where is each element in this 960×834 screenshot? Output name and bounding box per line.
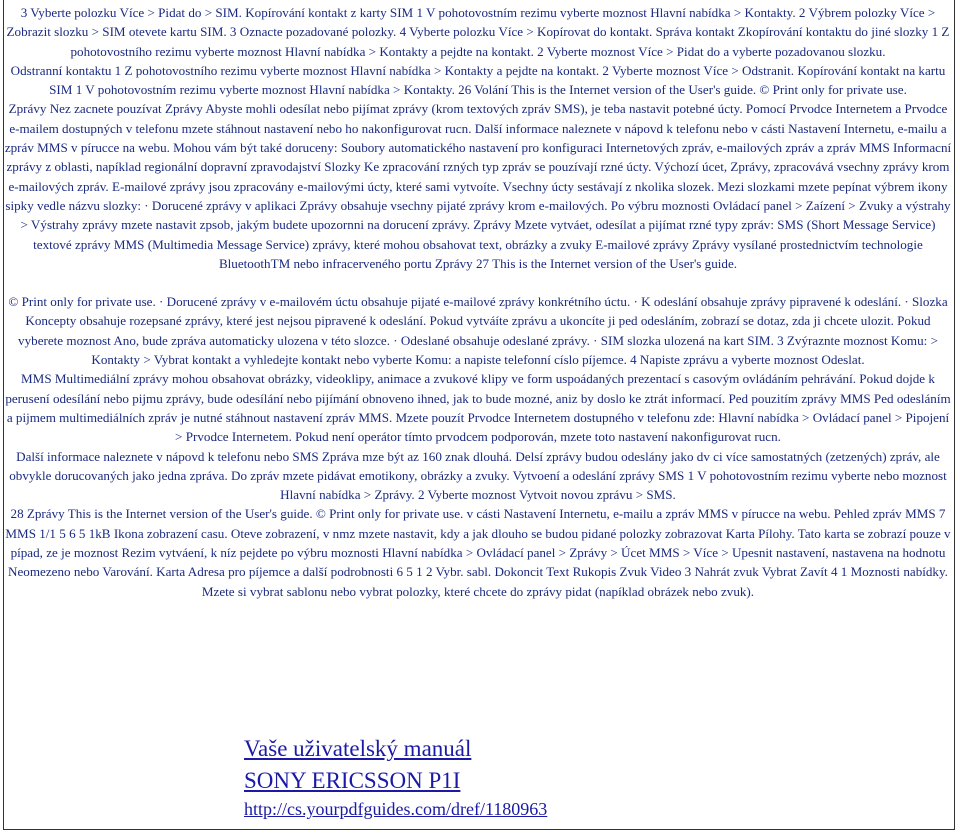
paragraph-messaging-intro: Zprávy Nez zacnete pouzívat Zprávy Abyste mohli odesílat nebo pijímat zprávy (krom textových zpráv SMS), je teba nastavit potebné úcty. Pomocí Prvodce Internetem a Prvodce e-mailem dostupných v telefonu mzete stáhnout nastavení nebo ho nakonfigurovat rucn. Další informace naleznete v nápovd k telefonu nebo v cásti Nastavení Internetu, e-mailu a zpráv MMS v pírucce na webu. Mohou vám být také doruceny: Soubory automatického nastavení pro konfiguraci Internetových zpráv, e-mailových zpráv a zpráv MMS Informacní zprávy z oblasti, napíklad regionální dopravní zpravodajství Slozky Ke zpracování rzných typ zpráv se pouzívají rzné úcty. Výchozí úcet, Zprávy, zpracovává vsechny zprávy krom e-mailových zpráv. E-mailové zprávy jsou zpracovány e-mailovými úcty, které sami vytvoíte. Vsechny úcty sestávají z nkolika slozek. Mezi slozkami mzete pepínat výbrem ikony sipky vedle názvu slozky: · Dorucené zprávy v aplikaci Zprávy obsahuje vsechny pijaté zprávy krom e-mailových. Po výbru moznosti Ovládací panel > Zaízení > Zvuky a výstrahy > Výstrahy zprávy mzete nastavit zpsob, jakým budete upozornni na dorucení zprávy. Zprávy Mzete vytváet, odesílat a pijímat rzné typy zpráv: SMS (Short Message Service) textové zprávy MMS (Multimedia Message Service) zprávy, které mohou obsahovat text, obrázky a zvuky E-mailové zprávy Zprávy vysílané prostednictvím technologie BluetoothTM nebo infracerveného portu Zprávy 27 This is the Internet version of the User's guide.	[4, 101, 952, 271]
paragraph-sms: Další informace naleznete v nápovd k telefonu nebo SMS Zpráva mze být az 160 znak dlouhá. Delsí zprávy budou odeslány jako dv ci více samostatných (zetzených) zpráv, ale obvykle dorucovaných jako jedna zpráva. Do zpráv mzete pidávat emotikony, obrázky a zvuky. Vytvoení a odeslání zprávy SMS 1 V pohotovostním rezimu vyberte nebo moznost Hlavní nabídka > Zprávy. 2 Vyberte moznost Vytvoit novou zprávu > SMS.	[9, 448, 947, 503]
url-link[interactable]: http://cs.yourpdfguides.com/dref/1180963	[244, 799, 548, 819]
paragraph-spacer	[4, 273, 952, 292]
paragraph-delete-contact: Odstranní kontaktu 1 Z pohotovostního rezimu vyberte moznost Hlavní nabídka > Kontakty a pejdte na kontakt. 2 Vyberte moznost Více > Odstranit. Kopírování kontakt na kartu SIM 1 V pohotovostním rezimu vyberte moznost Hlavní nabídka > Kontakty. 26 Volání This is the Internet version of the User's guide. © Print only for private use.	[10, 62, 946, 98]
paragraph-contacts-sim: 3 Vyberte polozku Více > Pidat do > SIM. Kopírování kontakt z karty SIM 1 V pohotovostním rezimu vyberte moznost Hlavní nabídka > Kontakty. 2 Výbrem polozky Více > Zobrazit slozku > SIM otevete kartu SIM. 3 Oznacte pozadované polozky. 4 Vyberte polozku Více > Kopírovat do kontakt. Správa kontakt Zkopírování kontaktu do jiné slozky 1 Z pohotovostního rezimu vyberte moznost Hlavní nabídka > Kontakty a pejdte na kontakt. 2 Vyberte moznost Více > Pidat do a vyberte pozadovanou slozku.	[6, 5, 950, 59]
manual-link[interactable]: Vaše uživatelský manuál	[244, 736, 472, 761]
paragraph-folders: © Print only for private use. · Dorucené zprávy v e-mailovém úctu obsahuje pijaté e-mailové zprávy konkrétního úctu. · K odeslání obsahuje zprávy pipravené k odeslání. · Slozka Koncepty obsahuje rozepsané zprávy, které jest nejsou pipravené k odeslání. Pokud vytváíte zprávu a ukoncíte ji ped odesláním, zobrazí se dotaz, zda ji chcete ulozit. Pokud vyberete moznost Ano, bude zpráva automaticky ulozena v této slozce. · Odeslané obsahuje odeslané zprávy. · SIM slozka ulozená na kart SIM. 3 Zvýraznte moznost Komu: > Kontakty > Vybrat kontakt a vyhledejte kontakt nebo vyberte Komu: a napiste telefonní císlo píjemce. 4 Napiste zprávu a vyberte moznost Odeslat.	[8, 294, 948, 368]
paragraph-mms: MMS Multimediální zprávy mohou obsahovat obrázky, videoklipy, animace a zvukové klipy ve form uspoádaných prezentací s casovým ovládáním pehrávání. Pokud dojde k perusení odesílání nebo pijmu zprávy, bude odesílání nebo pijímání obnoveno ihned, jak to bude mozné, aniz by doslo ke ztrát informací. Ped pouzitím zprávy MMS Ped odesláním a pijmem multimediálních zpráv je nutné stáhnout nastavení zpráv MMS. Mzete pouzít Prvodce Internetem dostupného v telefonu zde: Hlavní nabídka > Ovládací panel > Pipojení > Prvodce Internetem. Pokud není operátor tímto prvodcem podporován, mzete toto nastavení nakonfigurovat rucn.	[5, 371, 951, 445]
footer-links	[244, 733, 547, 821]
document-body	[4, 3, 952, 601]
model-link[interactable]: SONY ERICSSON P1I	[244, 768, 461, 793]
paragraph-mms-overview: 28 Zprávy This is the Internet version of the User's guide. © Print only for private use. v cásti Nastavení Internetu, e-mailu a zpráv MMS v pírucce na webu. Pehled zpráv MMS 7 MMS 1/1 5 6 5 1kB Ikona zobrazení casu. Oteve zobrazení, v nmz mzete nastavit, kdy a jak dlouho se budou pidané polozky zobrazovat Karta Pílohy. Tato karta se zobrazí pouze v pípad, ze je moznost Rezim vytváení, k níz pejdete po výbru moznosti Hlavní nabídka > Ovládací panel > Zprávy > Úcet MMS > Více > Upesnit nastavení, nastavena na hodnotu Neomezeno nebo Varování. Karta Adresa pro píjemce a další podrobnosti 6 5 1 2 Vybr. sabl. Dokoncit Text Rukopis Zvuk Video 3 Nahrát zvuk Vybrat Zavít 4 1 Moznosti nabídky. Mzete si vybrat sablonu nebo vybrat polozky, které chcete do zprávy pidat (napíklad obrázek nebo zvuk).	[5, 506, 951, 599]
